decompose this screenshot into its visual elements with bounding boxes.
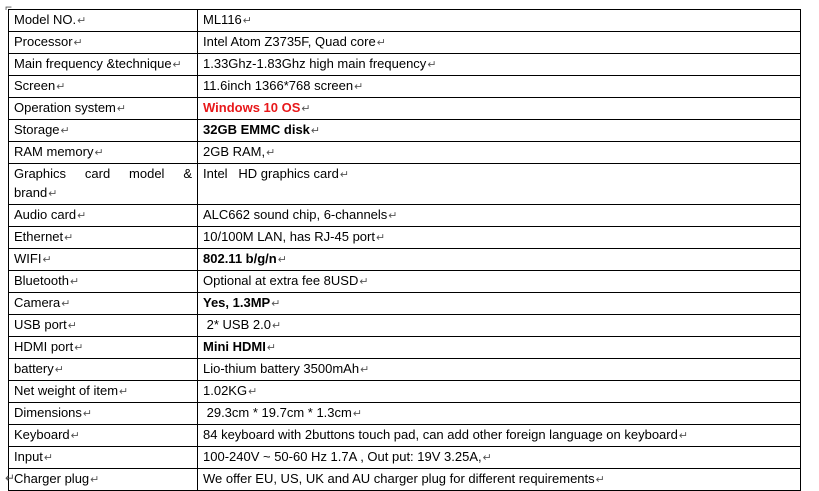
- table-row: [9, 164, 801, 205]
- paragraph-mark: ↵: [482, 452, 492, 464]
- spec-label-cell: [9, 164, 198, 205]
- spec-label-cell: [9, 447, 198, 469]
- spec-value-cell: [198, 142, 801, 164]
- spec-value-cell: [198, 403, 801, 425]
- spec-label-cell: [9, 54, 198, 76]
- spec-label-cell: [9, 32, 198, 54]
- spec-value-cell: [198, 381, 801, 403]
- spec-label: Input: [14, 449, 43, 464]
- table-row: [9, 447, 801, 469]
- spec-value-cell: [198, 469, 801, 491]
- spec-label-cell: [9, 249, 198, 271]
- spec-value: Intel HD graphics card: [203, 166, 339, 181]
- paragraph-mark: ↵: [339, 169, 350, 181]
- spec-label-cell: [9, 271, 198, 293]
- paragraph-mark: ↵: [74, 342, 84, 354]
- paragraph-mark: ↵: [360, 364, 370, 376]
- paragraph-mark: ↵: [301, 103, 311, 115]
- spec-value-cell: [198, 447, 801, 469]
- spec-value-cell: [198, 76, 801, 98]
- table-row: [9, 54, 801, 76]
- spec-table-body: [9, 10, 801, 491]
- table-row: [9, 315, 801, 337]
- spec-label-cell: [9, 359, 198, 381]
- spec-label: Operation system: [14, 100, 116, 115]
- paragraph-mark: ↵: [69, 276, 80, 288]
- spec-label-cell: [9, 205, 198, 227]
- spec-label: Ethernet: [14, 229, 64, 244]
- spec-label-cell: [9, 227, 198, 249]
- spec-value: Optional at extra fee 8USD: [203, 273, 359, 288]
- table-row: [9, 359, 801, 381]
- table-row: [9, 469, 801, 491]
- table-row: [9, 120, 801, 142]
- spec-label-cell: [9, 142, 198, 164]
- paragraph-mark: ↵: [119, 386, 129, 398]
- spec-value-cell: [198, 293, 801, 315]
- paragraph-mark: ↵: [352, 408, 363, 420]
- table-row: [9, 142, 801, 164]
- spec-label: RAM memory: [14, 144, 94, 159]
- spec-value: 10/100M LAN, has RJ-45 port: [203, 229, 375, 244]
- spec-label-cell: [9, 469, 198, 491]
- table-row: [9, 381, 801, 403]
- spec-label: battery: [14, 361, 54, 376]
- spec-label: Graphics card model & brand: [14, 166, 192, 200]
- paragraph-mark: ↵: [266, 342, 277, 354]
- spec-value-cell: [198, 32, 801, 54]
- paragraph-mark: ↵: [354, 81, 364, 93]
- spec-label: Main frequency &technique: [14, 56, 172, 71]
- spec-label: Screen: [14, 78, 56, 93]
- paragraph-mark: ↵: [242, 15, 253, 27]
- spec-value: Intel Atom Z3735F, Quad core: [203, 34, 376, 49]
- paragraph-mark: ↵: [375, 232, 386, 244]
- spec-label: HDMI port: [14, 339, 74, 354]
- spec-value: ML116: [203, 12, 242, 27]
- spec-label-cell: [9, 315, 198, 337]
- paragraph-mark: ↵: [359, 276, 369, 288]
- spec-value: 1.02KG: [203, 383, 248, 398]
- paragraph-mark: ↵: [248, 386, 258, 398]
- spec-value-cell: [198, 315, 801, 337]
- spec-value-cell: [198, 54, 801, 76]
- paragraph-mark-end: ↵: [5, 471, 16, 485]
- paragraph-mark: ↵: [678, 430, 689, 442]
- table-row: [9, 403, 801, 425]
- paragraph-mark: ↵: [64, 232, 74, 244]
- spec-value-cell: [198, 10, 801, 32]
- table-row: [9, 10, 801, 32]
- spec-label-cell: [9, 120, 198, 142]
- paragraph-mark: ↵: [172, 59, 182, 71]
- spec-value: Mini HDMI: [203, 339, 266, 354]
- spec-label-cell: [9, 403, 198, 425]
- table-row: [9, 293, 801, 315]
- paragraph-mark: ↵: [388, 210, 398, 222]
- paragraph-mark: ↵: [77, 210, 87, 222]
- spec-label: Dimensions: [14, 405, 82, 420]
- spec-value: Lio-thium battery 3500mAh: [203, 361, 360, 376]
- spec-label: Model NO.: [14, 12, 77, 27]
- spec-value-cell: [198, 205, 801, 227]
- paragraph-mark: ↵: [77, 15, 87, 27]
- paragraph-mark: ↵: [90, 474, 100, 486]
- spec-label: Audio card: [14, 207, 77, 222]
- paragraph-mark: ↵: [595, 474, 605, 486]
- spec-label: USB port: [14, 317, 67, 332]
- spec-value-cell: [198, 227, 801, 249]
- spec-value: 29.3cm * 19.7cm * 1.3cm: [203, 405, 352, 420]
- paragraph-mark: ↵: [67, 320, 77, 332]
- paragraph-mark: ↵: [60, 125, 70, 137]
- paragraph-mark: ↵: [427, 59, 437, 71]
- spec-value-cell: [198, 425, 801, 447]
- table-row: [9, 32, 801, 54]
- spec-label-cell: [9, 293, 198, 315]
- paragraph-mark: ↵: [82, 408, 93, 420]
- paragraph-mark: ↵: [277, 254, 287, 266]
- spec-value: Windows 10 OS: [203, 100, 301, 115]
- paragraph-mark: ↵: [271, 298, 281, 310]
- spec-label: WIFI: [14, 251, 42, 266]
- spec-label: Camera: [14, 295, 61, 310]
- spec-value: 84 keyboard with 2buttons touch pad, can add other foreign language on keyboard: [203, 427, 678, 442]
- paragraph-mark: ↵: [271, 320, 282, 332]
- document-corner-mark: ⌐: [5, 0, 13, 14]
- spec-value: 2* USB 2.0: [203, 317, 271, 332]
- spec-value: 11.6inch 1366*768 screen: [203, 78, 354, 93]
- spec-value-cell: [198, 337, 801, 359]
- paragraph-mark: ↵: [310, 125, 321, 137]
- spec-value: ALC662 sound chip, 6-channels: [203, 207, 388, 222]
- spec-value: 2GB RAM,: [203, 144, 266, 159]
- spec-value: 32GB EMMC disk: [203, 122, 310, 137]
- spec-value-cell: [198, 359, 801, 381]
- spec-label-cell: [9, 337, 198, 359]
- paragraph-mark: ↵: [48, 188, 58, 200]
- paragraph-mark: ↵: [116, 103, 127, 115]
- spec-value: 1.33Ghz-1.83Ghz high main frequency: [203, 56, 427, 71]
- spec-label: Processor: [14, 34, 73, 49]
- paragraph-mark: ↵: [94, 147, 104, 159]
- spec-label-cell: [9, 98, 198, 120]
- spec-label: Bluetooth: [14, 273, 69, 288]
- spec-value-cell: [198, 249, 801, 271]
- table-row: [9, 337, 801, 359]
- paragraph-mark: ↵: [266, 147, 276, 159]
- paragraph-mark: ↵: [376, 37, 386, 49]
- spec-value: 802.11 b/g/n: [203, 251, 277, 266]
- spec-label: Net weight of item: [14, 383, 119, 398]
- spec-label-cell: [9, 381, 198, 403]
- spec-value: Yes, 1.3MP: [203, 295, 271, 310]
- table-row: [9, 227, 801, 249]
- paragraph-mark: ↵: [70, 430, 80, 442]
- spec-value: 100-240V ~ 50-60 Hz 1.7A , Out put: 19V 3.25A,: [203, 449, 482, 464]
- spec-value-cell: [198, 120, 801, 142]
- paragraph-mark: ↵: [54, 364, 64, 376]
- table-row: [9, 249, 801, 271]
- table-row: [9, 205, 801, 227]
- spec-label-cell: [9, 10, 198, 32]
- table-row: [9, 98, 801, 120]
- table-row: [9, 425, 801, 447]
- spec-label: Keyboard: [14, 427, 70, 442]
- spec-label-cell: [9, 76, 198, 98]
- spec-value: We offer EU, US, UK and AU charger plug for different requirements: [203, 471, 595, 486]
- spec-table: [8, 9, 801, 491]
- paragraph-mark: ↵: [73, 37, 83, 49]
- spec-value-cell: [198, 271, 801, 293]
- paragraph-mark: ↵: [42, 254, 52, 266]
- table-row: [9, 271, 801, 293]
- spec-value-cell: [198, 98, 801, 120]
- spec-label: Storage: [14, 122, 60, 137]
- spec-value-cell: [198, 164, 801, 205]
- paragraph-mark: ↵: [43, 452, 54, 464]
- spec-label: Charger plug: [14, 471, 90, 486]
- paragraph-mark: ↵: [61, 298, 71, 310]
- table-row: [9, 76, 801, 98]
- spec-label-cell: [9, 425, 198, 447]
- paragraph-mark: ↵: [56, 81, 66, 93]
